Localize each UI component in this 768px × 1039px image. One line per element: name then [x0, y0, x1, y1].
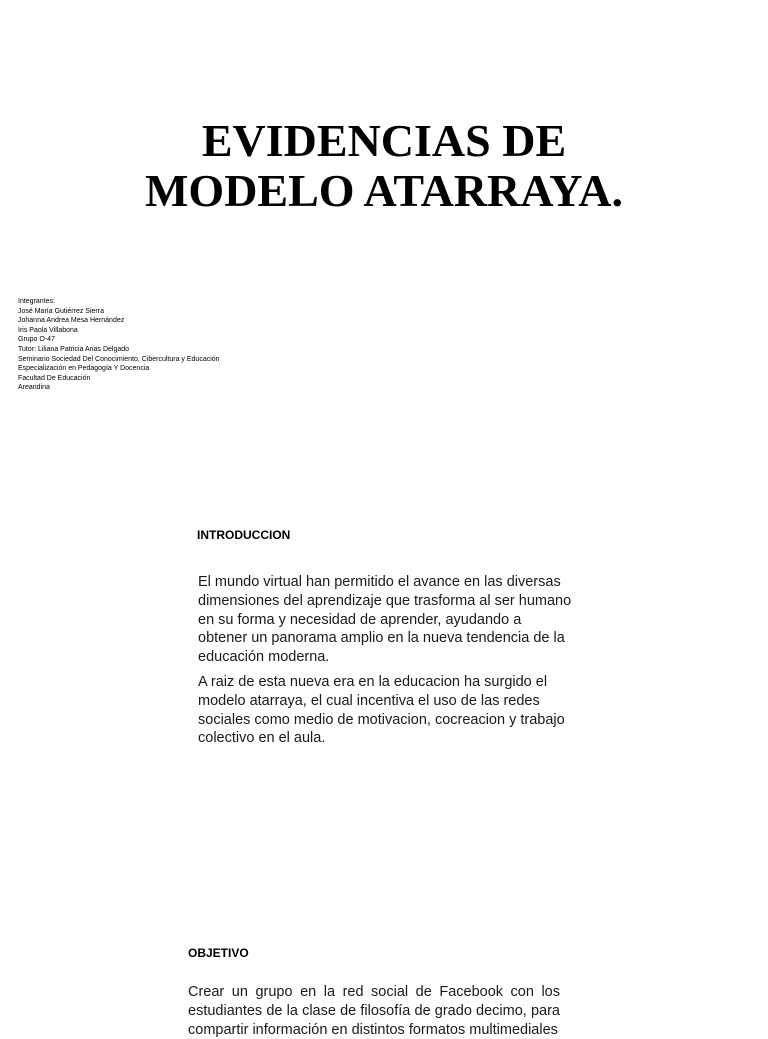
group-code: Grupo O-47 [18, 336, 55, 344]
objetivo-heading: OBJETIVO [188, 946, 249, 960]
document-title [0, 116, 768, 216]
introduccion-paragraph-2: A raiz de esta nueva era en la educacion ha surgido el modelo atarraya, el cual incentiva el uso de las redes sociales como medio de motivacion, cocreacion y trabajo colectivo en el aula. [198, 674, 565, 747]
members-label: Integrantes: [18, 298, 55, 305]
objetivo-paragraph: Crear un grupo en la red social de Facebook con los estudiantes de la clase de filosofía de grado decimo, para compartir información en distintos formatos multimediales [188, 984, 560, 1038]
members-list [18, 297, 220, 393]
institution-name: Areandina [18, 384, 50, 392]
introduccion-heading: INTRODUCCION [197, 528, 291, 542]
title-line-1: EVIDENCIAS DE [201, 115, 567, 166]
introduccion-paragraph-1: El mundo virtual han permitido el avance en las diversas dimensiones del aprendizaje que trasforma al ser humano en su forma y necesidad de aprender, ayudando a obtener un panorama amplio en la nueva tendencia de la educación moderna. [198, 574, 572, 666]
seminar-name: Seminario Sociedad Del Conocimiento, Cibercultura y Educación [18, 355, 220, 363]
title-line-2: MODELO ATARRAYA. [145, 165, 623, 216]
member-name: Johanna Andrea Mesa Hernández [18, 317, 125, 325]
faculty-name: Facultad De Educación [18, 374, 91, 382]
member-name: Iris Paola Villabona [18, 326, 78, 334]
member-name: José María Gutiérrez Sierra [18, 307, 104, 315]
specialization-name: Especialización en Pedagogía Y Docencia [18, 365, 150, 373]
tutor-name: Tutor: Liliana Patricia Arias Delgado [18, 345, 130, 353]
